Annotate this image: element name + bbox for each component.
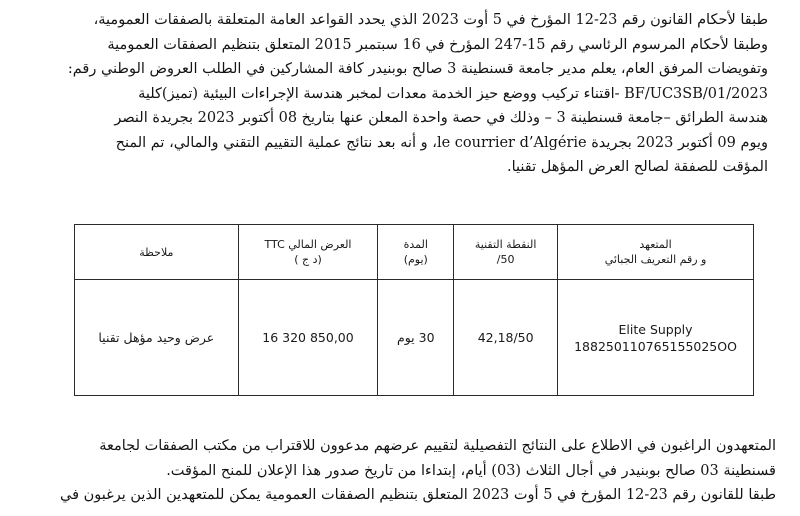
closing-line: قسنطينة 03 صالح بوبنيدر في أجال الثلاث (03) أيام، إبتداءا من تاريخ صدور هذا الإعلان للمنح المؤقت. [166,462,776,479]
header-bidder-line1: المتعهد [639,238,672,251]
header-duration-line2: (يوم) [403,253,428,266]
header-duration [378,225,454,280]
header-remark: ملاحظة [75,225,239,280]
header-tech-score-line1: النقطة التقنية [474,238,537,251]
closing-line: المتعهدون الراغبون في الاطلاع على النتائج التفصيلية لتقييم عرضهم مدعوون للاقتراب من مكتب الصفقات لجامعة [99,438,776,454]
intro-line: وتفويضات المرفق العام، يعلم مدير جامعة قسنطينة 3 صالح بوبنيدر كافة المشاركين في الطلب العروض الوطني رقم: [67,61,768,77]
header-bidder-line2: و رقم التعريف الجبائي [604,253,707,266]
header-financial-line1: العرض المالي TTC [264,238,352,251]
header-tech-score [454,225,558,280]
header-financial-line2: (د ج ) [294,253,322,266]
closing-paragraph [20,434,776,508]
cell-remark: عرض وحيد مؤهل تقنيا [75,280,239,396]
intro-line: طبقا لأحكام القانون رقم 23-12 المؤرخ في 5 أوت 2023 الذي يحدد القواعد العامة المتعلقة بالصفقات العمومية، [93,12,768,28]
table-row [75,280,754,396]
intro-line: 2023/BF/UC3SB/01 -اقتناء تركيب ووضع حيز الخدمة معدات لمخبر هندسة الإجراءات البيئية (تميز)كلية [138,85,768,102]
bidder-tax-id: 188250110765155025OO [574,338,737,354]
header-financial-offer [238,225,378,280]
bidder-name: Elite Supply [618,321,693,337]
cell-duration: 30 يوم [378,280,454,396]
cell-tech-score: 42,18/50 [454,280,558,396]
award-results-table [74,224,754,396]
cell-financial-offer: 16 320 850,00 [238,280,378,396]
header-duration-line1: المدة [403,238,428,251]
intro-line: المؤقت للصفقة لصالح العرض المؤهل تقنيا. [506,159,768,175]
intro-line: وطبقا لأحكام المرسوم الرئاسي رقم 15-247 المؤرخ في 16 سبتمبر 2015 المتعلق بتنظيم الصفقات العمومية [107,36,768,53]
intro-paragraph [30,8,768,180]
intro-line: ويوم 09 أكتوبر 2023 بجريدة le courrier d’Algérie، و أنه بعد نتائج عملية التقييم التقني والمالي، تم المنح [115,134,768,151]
header-bidder [558,225,754,280]
closing-line: طبقا للقانون رقم 23-12 المؤرخ في 5 أوت 2023 المتعلق بتنظيم الصفقات العمومية يمكن للمتعهدين الذين يرغبون في [60,487,776,503]
cell-bidder [558,280,754,396]
header-tech-score-line2: 50/ [496,253,515,266]
intro-line: هندسة الطرائق –جامعة قسنطينة 3 – وذلك في حصة واحدة المعلن عنها بتاريخ 08 أكتوبر 2023 بجريدة النصر [114,110,768,126]
table-header-row [75,225,754,280]
